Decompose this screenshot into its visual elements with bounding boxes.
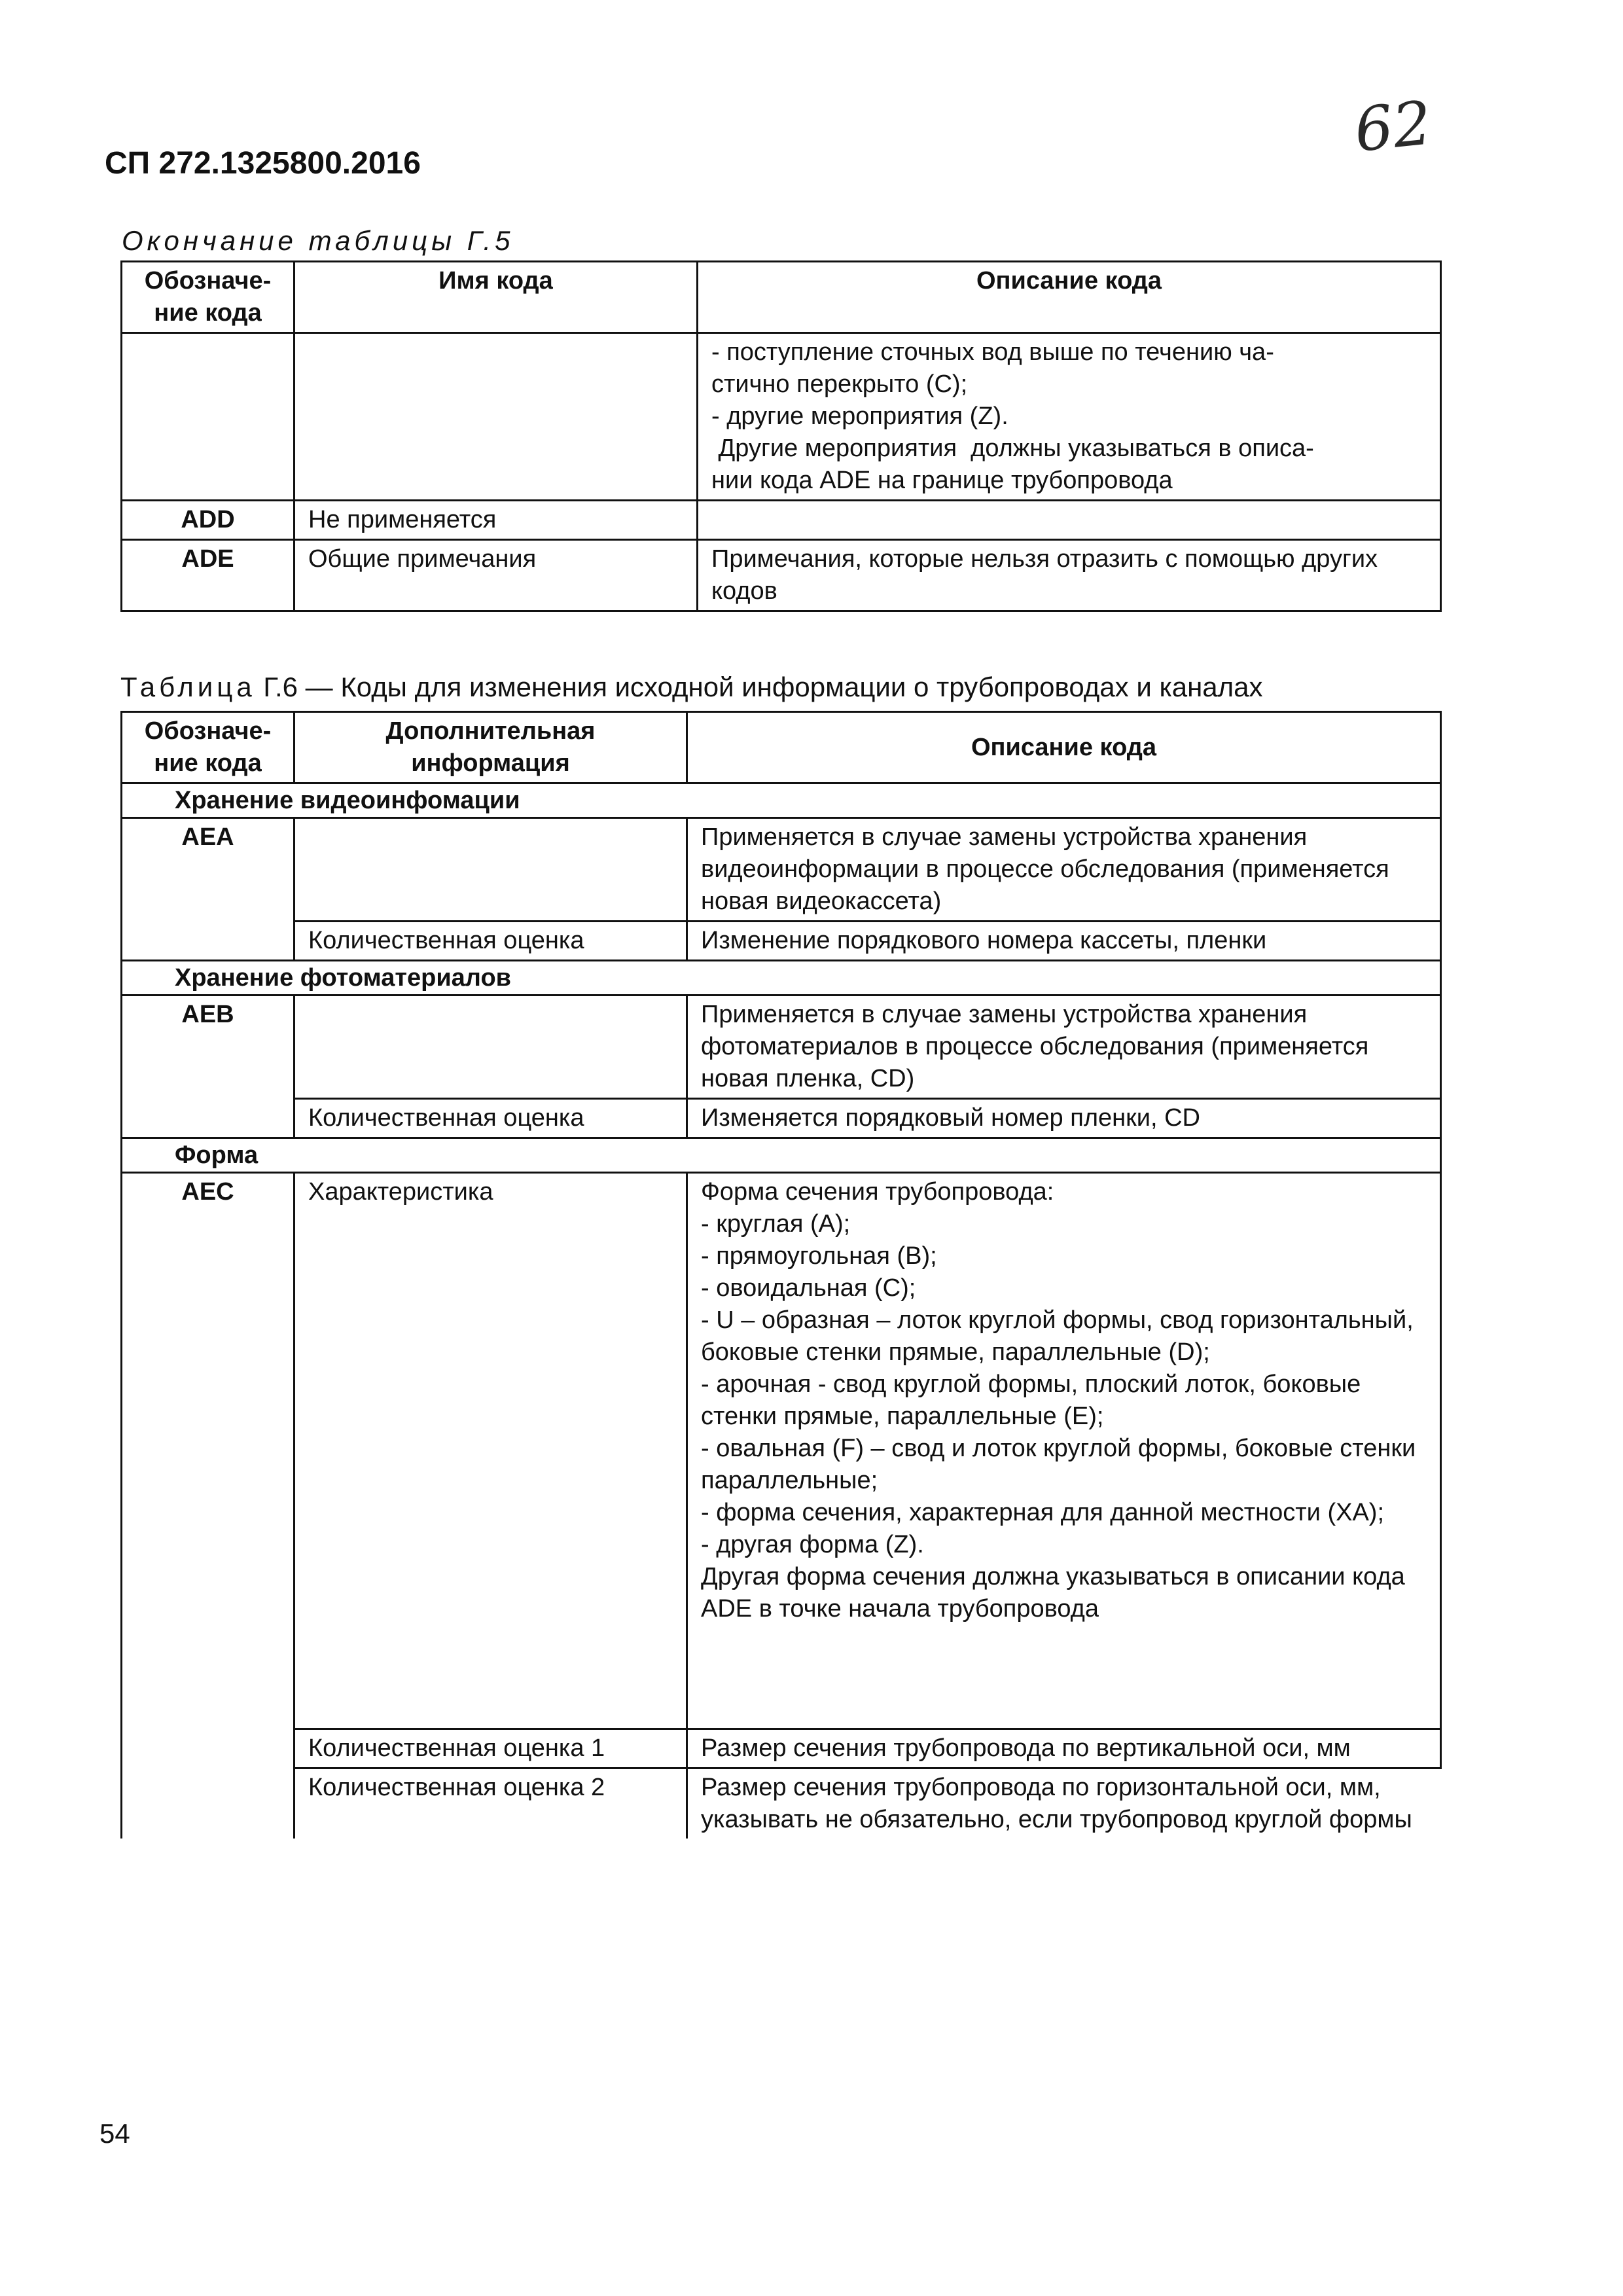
description-line: - форма сечения, характерная для данной местности (XA); <box>701 1499 1384 1526</box>
description-cell: Размер сечения трубопровода по горизонтальной оси, мм, указывать не обязательно, если трубопровод круглой формы <box>687 1768 1441 1839</box>
section-header-row <box>122 783 1441 818</box>
table6-col-info: Дополнительная информация <box>294 712 687 783</box>
section-header-row <box>122 961 1441 996</box>
description-line: - прямоугольная (B); <box>701 1242 937 1270</box>
table5-cell-code <box>122 333 294 501</box>
continuation-line: стично перекрыто (C); <box>711 370 968 398</box>
continuation-line: - другие мероприятия (Z). <box>711 403 1008 430</box>
table5 <box>120 260 1442 612</box>
table5-cell-name <box>294 333 698 501</box>
info-cell: Количественная оценка <box>294 1099 687 1138</box>
table-row <box>122 1768 1441 1839</box>
section-fill <box>687 783 1441 818</box>
description-line: - овальная (F) – свод и лоток круглой формы, боковые стенки параллельные; <box>701 1435 1416 1494</box>
description-cell: Размер сечения трубопровода по вертикальной оси, мм <box>687 1729 1441 1768</box>
page-number: 54 <box>99 2118 130 2149</box>
continuation-line: - поступление сточных вод выше по течению ча- <box>711 338 1274 366</box>
continuation-line: Другие мероприятия должны указываться в описа- <box>711 435 1314 462</box>
table-row <box>122 1729 1441 1768</box>
table5-caption: Окончание таблицы Г.5 <box>122 225 514 256</box>
handwritten-page-number: 62 <box>1351 88 1435 166</box>
table-row <box>122 333 1441 501</box>
table6-caption-title: Г.6 — Коды для изменения исходной информации о трубопроводах и каналах <box>255 672 1263 702</box>
description-cell: Изменение порядкового номера кассеты, пленки <box>687 922 1441 961</box>
table-row <box>122 501 1441 540</box>
table6-col-description: Описание кода <box>687 712 1441 783</box>
table6-header-row <box>122 712 1441 783</box>
code-cell: ADD <box>122 501 294 540</box>
description-cell: Применяется в случае замены устройства хранения фотоматериалов в процессе обследования (применяется новая пленка, CD) <box>687 996 1441 1099</box>
info-cell <box>294 818 687 922</box>
table-row <box>122 996 1441 1099</box>
name-cell: Не применяется <box>294 501 698 540</box>
description-line: - другая форма (Z). <box>701 1531 924 1558</box>
description-line: - овоидальная (C); <box>701 1274 916 1302</box>
table6 <box>120 711 1442 1839</box>
description-line: - круглая (A); <box>701 1210 851 1238</box>
section-header-row <box>122 1138 1441 1173</box>
table6-col-code: Обозначе-ние кода <box>122 712 294 783</box>
table6-caption-prefix: Таблица <box>120 672 256 702</box>
info-cell: Количественная оценка <box>294 922 687 961</box>
section-fill <box>687 961 1441 996</box>
section-title: Форма <box>122 1138 687 1173</box>
table5-col-description: Описание кода <box>698 262 1441 333</box>
info-cell: Количественная оценка 1 <box>294 1729 687 1768</box>
table-row <box>122 1099 1441 1138</box>
table-row <box>122 540 1441 611</box>
description-cell: Изменяется порядковый номер пленки, CD <box>687 1099 1441 1138</box>
code-cell: ADE <box>122 540 294 611</box>
table-row <box>122 1173 1441 1729</box>
document-code: СП 272.1325800.2016 <box>105 146 421 181</box>
code-cell: AEB <box>122 996 294 1138</box>
table5-header-row <box>122 262 1441 333</box>
section-title: Хранение видеоинфомации <box>122 783 687 818</box>
description-line: - арочная - свод круглой формы, плоский лоток, боковые стенки прямые, параллельные (E); <box>701 1371 1361 1430</box>
description-cell: Примечания, которые нельзя отразить с помощью других кодов <box>698 540 1441 611</box>
section-title: Хранение фотоматериалов <box>122 961 687 996</box>
description-cell <box>698 501 1441 540</box>
description-line: Форма сечения трубопровода: <box>701 1178 1054 1206</box>
description-cell: Применяется в случае замены устройства хранения видеоинформации в процессе обследования (применяется новая видеокассета) <box>687 818 1441 922</box>
table5-continuation <box>698 333 1441 501</box>
description-line: - U – образная – лоток круглой формы, свод горизонтальный, боковые стенки прямые, параллельные (D); <box>701 1306 1414 1366</box>
description-cell <box>687 1173 1441 1729</box>
info-cell <box>294 996 687 1099</box>
info-cell: Характеристика <box>294 1173 687 1729</box>
table5-col-code: Обозначе-ние кода <box>122 262 294 333</box>
table6-caption <box>120 672 1263 703</box>
name-cell: Общие примечания <box>294 540 698 611</box>
continuation-line: нии кода ADE на границе трубопровода <box>711 467 1173 494</box>
table-row <box>122 818 1441 922</box>
description-line: Другая форма сечения должна указываться в описании кода ADE в точке начала трубопровода <box>701 1563 1405 1623</box>
table5-col-name: Имя кода <box>294 262 698 333</box>
code-cell: AEC <box>122 1173 294 1839</box>
code-cell: AEA <box>122 818 294 961</box>
section-fill <box>687 1138 1441 1173</box>
table-row <box>122 922 1441 961</box>
info-cell: Количественная оценка 2 <box>294 1768 687 1839</box>
